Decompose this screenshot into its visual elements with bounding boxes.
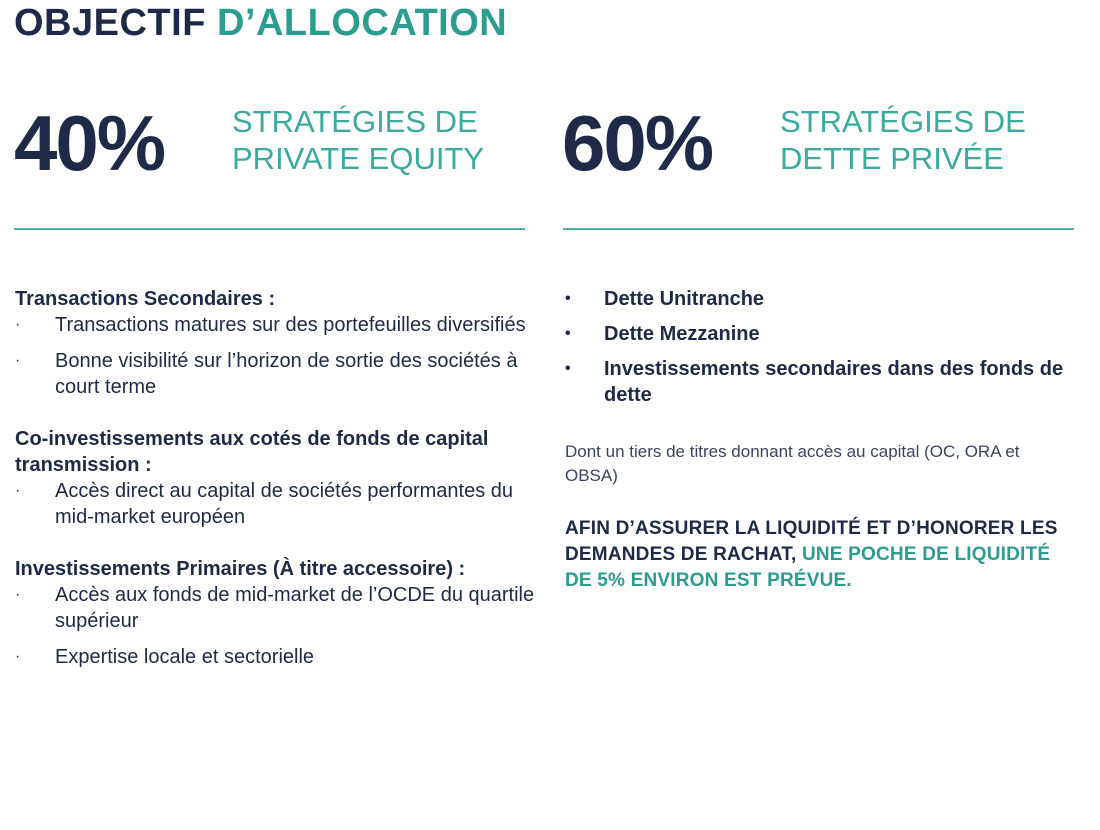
primary-list — [15, 582, 535, 670]
strategy-private-equity — [232, 103, 484, 177]
percent-private-debt: 60% — [562, 99, 713, 187]
strategy-line-2: DETTE PRIVÉE — [780, 141, 1004, 176]
list-item — [15, 582, 535, 634]
strategy-line-2: PRIVATE EQUITY — [232, 141, 485, 176]
list-item-text: Bonne visibilité sur l’horizon de sortie des sociétés à court terme — [55, 350, 518, 398]
divider-left — [14, 228, 525, 230]
divider-right — [563, 228, 1074, 230]
list-item — [15, 478, 535, 530]
callout-dark-text: AFIN D’ASSURER LA LIQUIDITÉ ET D’HONORER LES DEMANDES DE RACHAT, — [565, 518, 1058, 565]
title-part-dark: OBJECTIF — [14, 2, 217, 44]
bullet-dot: • — [565, 360, 571, 377]
list-item-text: Dette Unitranche — [604, 288, 765, 310]
bullet-dot: · — [15, 482, 21, 499]
private-debt-column — [565, 286, 1075, 594]
bullet-dot: · — [15, 648, 21, 665]
list-item-text: Dette Mezzanine — [604, 323, 760, 345]
section-heading-primary: Investissements Primaires (À titre accessoire) : — [15, 558, 466, 580]
list-item-text: Expertise locale et sectorielle — [55, 646, 315, 668]
list-item-text: Investissements secondaires dans des fonds de dette — [604, 358, 1064, 406]
title-part-teal: D’ALLOCATION — [216, 2, 508, 44]
list-item-text: Transactions matures sur des portefeuilles diversifiés — [55, 314, 526, 336]
list-item — [15, 348, 535, 400]
liquidity-callout — [565, 516, 1075, 594]
bullet-dot: · — [15, 316, 21, 333]
list-item — [15, 312, 535, 338]
section-heading-coinvest: Co-investissements aux cotés de fonds de capital transmission : — [15, 428, 489, 476]
coinvest-list — [15, 478, 535, 530]
bullet-dot: · — [15, 352, 21, 369]
strategy-private-debt — [780, 103, 1026, 177]
capital-access-note: Dont un tiers de titres donnant accès au capital (OC, ORA et OBSA) — [565, 442, 1020, 485]
list-item-text: Accès direct au capital de sociétés performantes du mid-market européen — [55, 480, 514, 528]
list-item-text: Accès aux fonds de mid-market de l’OCDE du quartile supérieur — [55, 584, 535, 632]
strategy-line-1: STRATÉGIES DE — [232, 104, 478, 139]
strategy-line-1: STRATÉGIES DE — [780, 104, 1026, 139]
bullet-dot: • — [565, 325, 571, 342]
percent-private-equity: 40% — [14, 99, 165, 187]
list-item — [565, 321, 1075, 347]
bullet-dot: · — [15, 586, 21, 603]
section-heading-secondary: Transactions Secondaires : — [15, 288, 276, 310]
private-equity-column — [15, 286, 535, 670]
list-item — [565, 286, 1075, 312]
list-item — [565, 356, 1075, 408]
bullet-dot: • — [565, 290, 571, 307]
callout-teal-text: UNE POCHE DE LIQUIDITÉ DE 5% ENVIRON EST PRÉVUE. — [565, 544, 1051, 591]
debt-list — [565, 286, 1075, 408]
list-item — [15, 644, 535, 670]
secondary-list — [15, 312, 535, 400]
page-title — [14, 0, 507, 46]
